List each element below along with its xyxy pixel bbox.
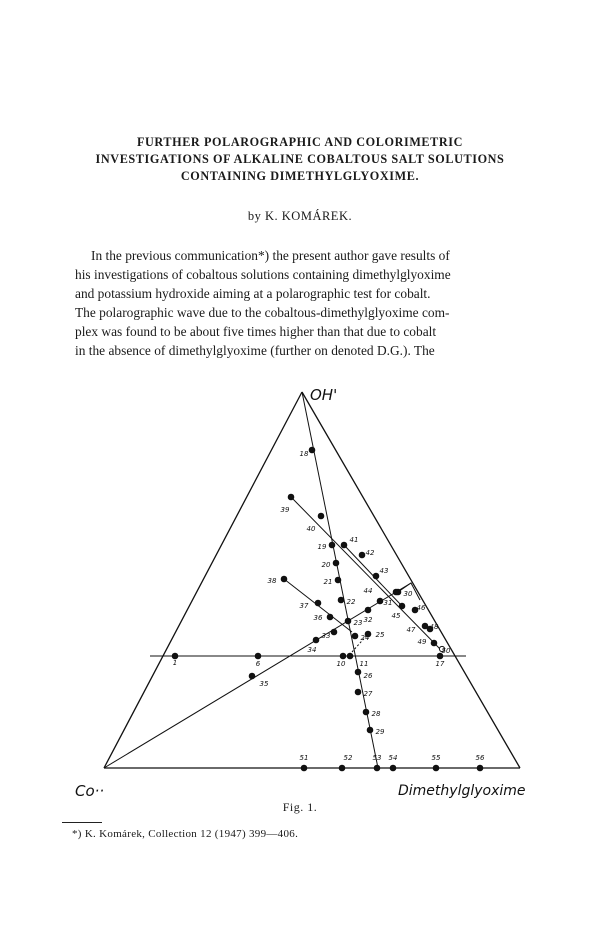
point-label-23: 23 (353, 619, 363, 627)
point-label-17: 17 (435, 660, 445, 668)
data-point-52 (339, 765, 345, 771)
point-label-40: 40 (306, 525, 316, 533)
point-label-54: 54 (388, 754, 398, 762)
data-point-56 (477, 765, 483, 771)
data-point-51 (301, 765, 307, 771)
point-label-35: 35 (259, 680, 269, 688)
point-label-21: 21 (323, 578, 333, 586)
data-point-28 (363, 709, 369, 715)
data-point-35 (249, 673, 255, 679)
data-point-33 (331, 629, 337, 635)
point-label-37: 37 (299, 602, 309, 610)
data-point-6 (255, 653, 261, 659)
paragraph-line: in the absence of dimethylglyoxime (further on denoted D.G.). The (75, 343, 435, 358)
point-label-33: 33 (321, 632, 331, 640)
data-point-43 (373, 573, 379, 579)
data-point-19 (329, 542, 335, 548)
data-point-54 (390, 765, 396, 771)
data-point-32 (365, 607, 371, 613)
point-label-32: 32 (363, 616, 373, 624)
data-point-49 (431, 640, 437, 646)
author-byline: by K. KOMÁREK. (247, 209, 353, 223)
figure-caption: Fig. 1. (282, 800, 318, 814)
point-label-24: 24 (360, 634, 370, 642)
point-label-56: 56 (475, 754, 485, 762)
data-point-21 (335, 577, 341, 583)
point-label-1: 1 (172, 659, 178, 667)
data-point-20 (333, 560, 339, 566)
data-point-36 (327, 614, 333, 620)
data-point-41 (341, 542, 347, 548)
vertex-label-dimethylglyoxime: Dimethylglyoxime (398, 783, 526, 799)
point-label-51: 51 (299, 754, 309, 762)
paragraph-line: and potassium hydroxide aiming at a polarographic test for cobalt. (75, 286, 431, 301)
data-point-45 (399, 603, 405, 609)
point-label-10: 10 (336, 660, 346, 668)
footnote-rule (62, 822, 102, 823)
data-point-53 (374, 765, 380, 771)
title-line-3: CONTAINING DIMETHYLGLYOXIME. (180, 169, 420, 183)
point-label-47: 47 (406, 626, 416, 634)
data-point-31 (377, 598, 383, 604)
point-labels (173, 450, 485, 762)
data-point-29 (367, 727, 373, 733)
point-label-44: 44 (363, 587, 373, 595)
data-point-26 (355, 669, 361, 675)
point-label-41: 41 (349, 536, 359, 544)
data-point-55 (433, 765, 439, 771)
paragraph-line: his investigations of cobaltous solutions containing dimethylglyoxime (75, 267, 451, 282)
point-label-20: 20 (321, 561, 331, 569)
data-point-24 (352, 633, 358, 639)
data-point-44 (393, 589, 399, 595)
point-label-39: 39 (280, 506, 290, 514)
paragraph-line: In the previous communication*) the present author gave results of (91, 248, 450, 263)
paragraph-line: The polarographic wave due to the cobaltous-dimethylglyoxime com- (75, 305, 450, 320)
point-label-18: 18 (299, 450, 309, 458)
title-line-1: FURTHER POLAROGRAPHIC AND COLORIMETRIC (136, 135, 464, 149)
data-point-11 (347, 653, 353, 659)
point-label-46: 46 (416, 604, 426, 612)
series-line (291, 497, 443, 652)
data-point-22 (338, 597, 344, 603)
point-label-38: 38 (267, 577, 277, 585)
data-point-34 (313, 637, 319, 643)
point-label-29: 29 (375, 728, 385, 736)
point-label-11: 11 (359, 660, 369, 668)
data-point-1 (172, 653, 178, 659)
data-points (172, 447, 483, 771)
point-label-27: 27 (363, 690, 373, 698)
data-point-38 (281, 576, 287, 582)
vertex-label-oh: OH' (310, 386, 338, 404)
point-label-53: 53 (372, 754, 382, 762)
point-label-26: 26 (363, 672, 373, 680)
title-line-2: INVESTIGATIONS OF ALKALINE COBALTOUS SALT SOLUTIONS (95, 152, 505, 166)
point-label-25: 25 (375, 631, 385, 639)
point-label-42: 42 (365, 549, 375, 557)
data-point-42 (359, 552, 365, 558)
point-label-6: 6 (255, 660, 261, 668)
data-point-39 (288, 494, 294, 500)
data-point-23 (345, 618, 351, 624)
point-label-43: 43 (379, 567, 389, 575)
point-label-22: 22 (346, 598, 356, 606)
vertex-label-co: Co·· (75, 782, 105, 800)
point-label-30: 30 (403, 590, 413, 598)
point-label-34: 34 (307, 646, 317, 654)
data-point-27 (355, 689, 361, 695)
point-label-49: 49 (417, 638, 427, 646)
data-point-10 (340, 653, 346, 659)
footnote: *) K. Komárek, Collection 12 (1947) 399—406. (72, 828, 299, 840)
data-point-37 (315, 600, 321, 606)
point-label-36: 36 (313, 614, 323, 622)
point-label-48: 48 (429, 623, 439, 631)
point-label-19: 19 (317, 543, 327, 551)
point-label-45: 45 (391, 612, 401, 620)
point-label-52: 52 (343, 754, 353, 762)
point-label-28: 28 (371, 710, 381, 718)
data-point-40 (318, 513, 324, 519)
point-label-50: 50 (441, 647, 451, 655)
data-point-18 (309, 447, 315, 453)
paragraph-line: plex was found to be about five times higher than that due to cobalt (75, 324, 437, 339)
point-label-55: 55 (431, 754, 441, 762)
point-label-31: 31 (383, 599, 393, 607)
